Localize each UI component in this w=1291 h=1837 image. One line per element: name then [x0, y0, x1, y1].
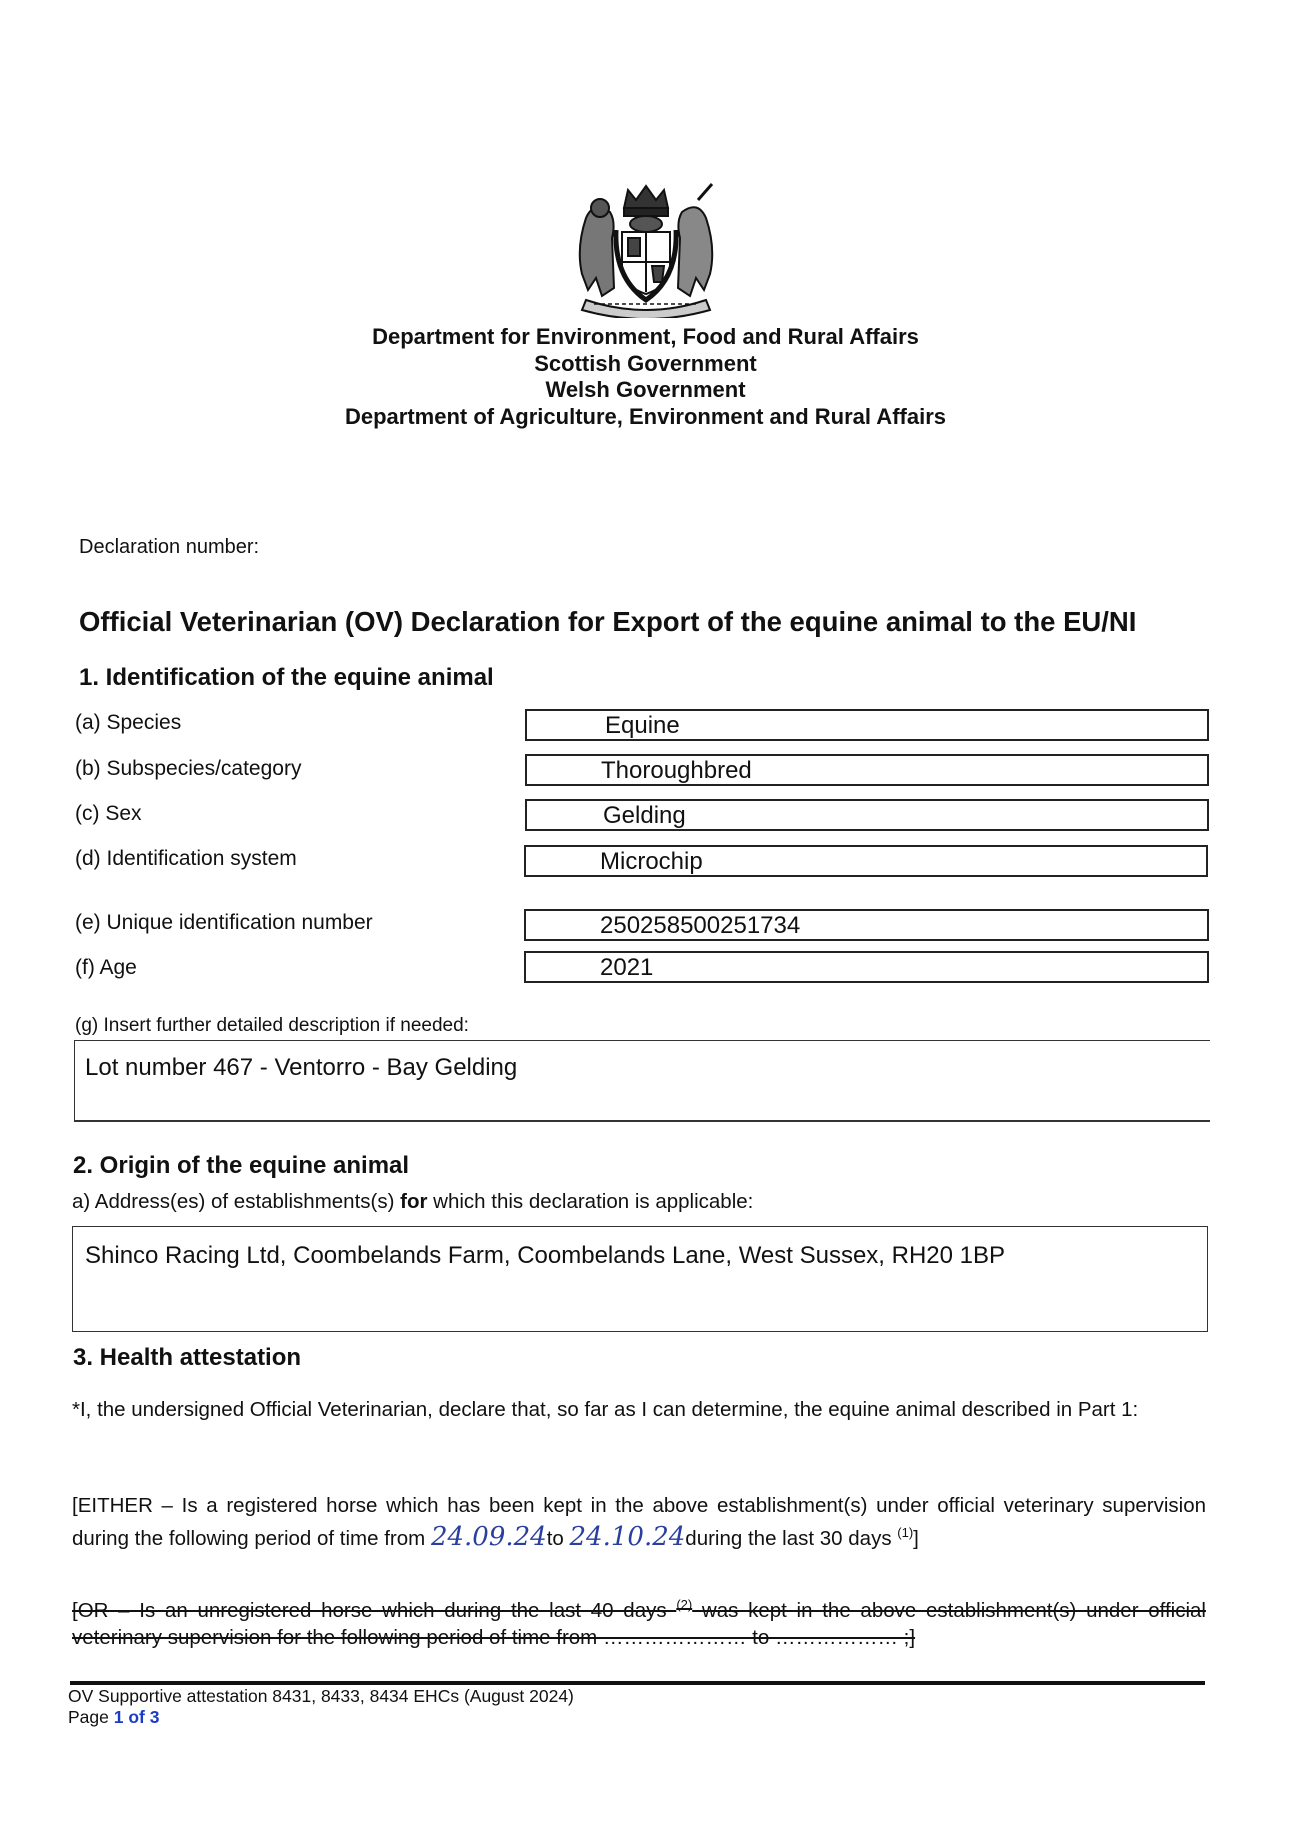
identification-system-field[interactable]	[524, 845, 1208, 877]
age-value: 2021	[600, 954, 654, 981]
either-clause	[72, 1492, 1206, 1552]
handwritten-from-date: 24.09.24	[430, 1521, 547, 1552]
footnote-ref: (1)	[897, 1525, 914, 1540]
either-to-word: to	[546, 1526, 570, 1550]
age-field[interactable]	[524, 951, 1209, 983]
department-name: Department of Agriculture, Environment and Rural Affairs	[344, 403, 946, 429]
page-word: Page	[68, 1707, 114, 1727]
declaration-number-label: Declaration number:	[79, 536, 260, 558]
address-label-pre: a) Address(es) of establishments(s)	[72, 1190, 401, 1213]
health-attestation-intro: *I, the undersigned Official Veterinarian, declare that, so far as I can determine, the equine animal described in Part 1:	[72, 1398, 1139, 1421]
either-text: [EITHER – Is a registered horse which has been kept in the above establishment(s) under official veterinary supervision during the following period of time from	[72, 1494, 1206, 1550]
page-number: 1	[113, 1707, 124, 1727]
royal-coat-of-arms-icon	[566, 178, 726, 318]
address-label-post: which this declaration is applicable:	[427, 1190, 754, 1213]
footer	[68, 1686, 574, 1728]
description-value: Lot number 467 - Ventorro - Bay Gelding	[85, 1054, 518, 1081]
footer-divider	[70, 1681, 1205, 1685]
address-label-bold: for	[400, 1190, 428, 1213]
age-label: (f) Age	[75, 956, 137, 979]
species-value: Equine	[605, 712, 680, 739]
department-name: Department for Environment, Food and Rural Affairs	[372, 324, 919, 349]
unique-id-field[interactable]	[524, 909, 1209, 941]
section-2-heading: 2. Origin of the equine animal	[73, 1152, 410, 1179]
department-header	[0, 324, 1291, 430]
description-field[interactable]	[74, 1040, 1210, 1122]
address-value: Shinco Racing Ltd, Coombelands Farm, Coombelands Lane, West Sussex, RH20 1BP	[85, 1242, 1006, 1269]
address-field[interactable]	[72, 1226, 1208, 1332]
description-label: (g) Insert further detailed description if needed:	[75, 1015, 469, 1036]
footer-reference: OV Supportive attestation 8431, 8433, 8434 EHCs (August 2024)	[68, 1686, 574, 1706]
either-bracket: ]	[913, 1526, 919, 1550]
subspecies-value: Thoroughbred	[601, 757, 752, 784]
page-indicator	[68, 1707, 574, 1728]
handwritten-to-date: 24.10.24	[569, 1521, 686, 1552]
document-title: Official Veterinarian (OV) Declaration for Export of the equine animal to the EU/NI	[79, 606, 1137, 637]
species-label: (a) Species	[75, 711, 182, 734]
page-of: of	[123, 1707, 150, 1727]
or-clause-struck	[72, 1591, 1206, 1651]
unique-id-label: (e) Unique identification number	[75, 911, 373, 934]
section-1-heading: 1. Identification of the equine animal	[79, 664, 494, 691]
department-name: Welsh Government	[545, 377, 746, 402]
sex-value: Gelding	[603, 802, 686, 829]
identification-system-value: Microchip	[600, 848, 703, 875]
department-name: Scottish Government	[534, 350, 757, 376]
or-text: [OR – Is an unregistered horse which during the last 40 days	[72, 1598, 677, 1622]
footnote-ref: (2)	[676, 1597, 693, 1612]
section-3-heading: 3. Health attestation	[73, 1344, 302, 1371]
sex-field[interactable]	[525, 799, 1209, 831]
species-field[interactable]	[525, 709, 1209, 741]
or-text-end: was kept in the above establishment(s) under official veterinary supervision for the following period of time from ………………… to ……………… ;]	[72, 1598, 1206, 1649]
subspecies-field[interactable]	[525, 754, 1209, 786]
unique-id-value: 250258500251734	[600, 912, 801, 939]
page-total: 3	[149, 1707, 160, 1727]
address-label	[72, 1190, 753, 1214]
sex-label: (c) Sex	[75, 802, 142, 825]
identification-system-label: (d) Identification system	[75, 847, 297, 870]
either-text-end: during the last 30 days	[685, 1526, 898, 1550]
subspecies-label: (b) Subspecies/category	[75, 757, 302, 780]
